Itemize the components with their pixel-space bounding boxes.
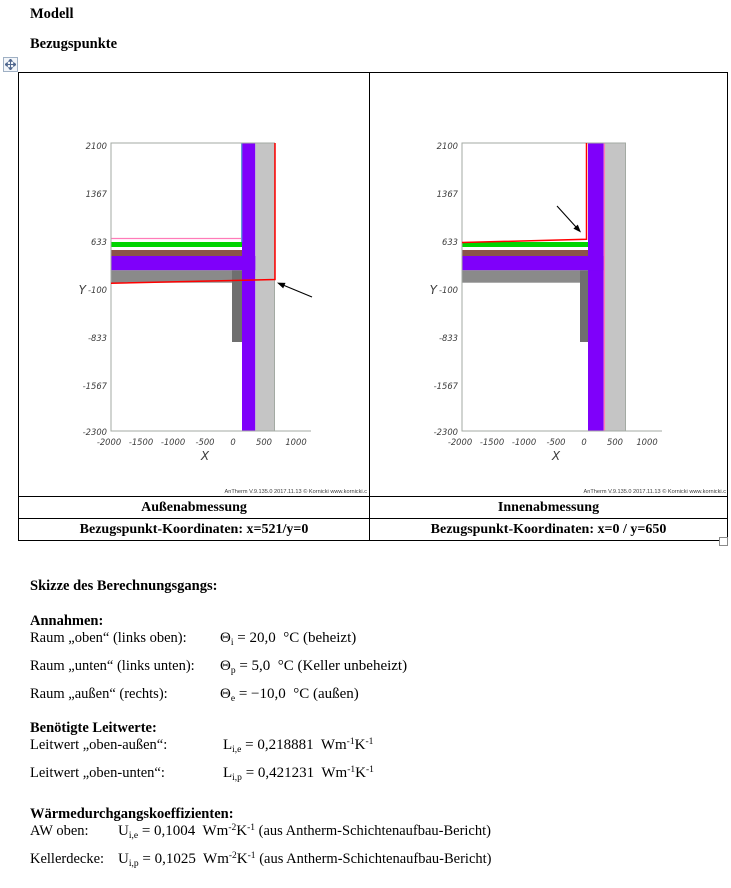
u-value-formula: Ui,e = 0,1004 $Wm^{-2}K^{-1}$ (aus Antherm-Schichtenaufbau-Bericht) xyxy=(118,823,491,841)
leitwert-row xyxy=(30,765,165,782)
y-tick: -1567 xyxy=(82,381,107,391)
x-tick: 500 xyxy=(607,437,623,447)
y-tick: 1367 xyxy=(436,189,458,199)
assumption-row xyxy=(30,686,168,703)
leitwert-formula: Li,e = 0,218881 $Wm^{-1}K^{-1}$ xyxy=(223,737,374,755)
x-tick: -500 xyxy=(195,437,215,447)
theta-symbol: Θ xyxy=(220,658,231,674)
reference-arrow xyxy=(283,285,312,297)
y-axis-label: Y xyxy=(429,283,437,297)
section-title: Bezugspunkte xyxy=(30,36,118,52)
left-reference-coordinates: Bezugspunkt-Koordinaten: x=521/y=0 xyxy=(19,519,370,541)
assumption-row xyxy=(30,658,195,675)
outer-dimension-diagram-cell xyxy=(19,73,370,497)
left-diagram xyxy=(19,73,368,496)
assumption-formula: Θp = 5,0 °C (Keller unbeheizt) xyxy=(220,658,408,676)
move-arrows-icon xyxy=(5,59,16,70)
y-tick: -100 xyxy=(87,285,107,295)
x-tick: -500 xyxy=(546,437,566,447)
antherm-credit: AnTherm V.9.135.0 2017.11.13 © Kornicki www.kornicki.c xyxy=(224,489,367,495)
assumption-label: Raum „unten“ (links unten): xyxy=(30,658,195,674)
u-value-label: AW oben: xyxy=(30,823,89,839)
right-diagram-caption: Innenabmessung xyxy=(370,497,728,519)
antherm-credit: AnTherm V.9.135.0 2017.11.13 © Kornicki www.kornicki.c xyxy=(583,489,726,495)
y-tick: -2300 xyxy=(82,427,107,437)
floor-insulation-layer xyxy=(112,256,256,270)
reference-points-table xyxy=(18,72,728,541)
x-tick: 1000 xyxy=(636,437,658,447)
y-tick: -2300 xyxy=(433,427,458,437)
table-resize-handle[interactable] xyxy=(719,537,728,546)
assumption-formula: Θi = 20,0 °C (beheizt) xyxy=(220,630,357,648)
x-tick: -2000 xyxy=(96,437,122,447)
y-tick: -833 xyxy=(438,333,458,343)
assumption-label: Raum „außen“ (rechts): xyxy=(30,686,168,702)
leitwert-label: Leitwert „oben-unten“: xyxy=(30,765,165,781)
floor-screed-layer xyxy=(112,250,243,256)
y-tick: 2100 xyxy=(85,141,107,151)
y-tick: 633 xyxy=(91,237,107,247)
y-tick: -833 xyxy=(87,333,107,343)
u-value-row xyxy=(30,823,89,840)
right-diagram xyxy=(370,73,727,496)
L-symbol: L xyxy=(223,737,233,753)
page-title: Modell xyxy=(30,6,74,22)
assumption-label: Raum „oben“ (links oben): xyxy=(30,630,187,646)
wall-masonry-layer xyxy=(605,144,625,431)
u-values-heading: Wärmedurchgangskoeffizienten: xyxy=(30,806,234,822)
leitwert-label: Leitwert „oben-außen“: xyxy=(30,737,168,753)
theta-symbol: Θ xyxy=(220,630,231,646)
right-reference-coordinates: Bezugspunkt-Koordinaten: x=0 / y=650 xyxy=(370,519,728,541)
x-tick: -1500 xyxy=(128,437,154,447)
assumption-row xyxy=(30,630,187,647)
reference-arrowhead xyxy=(277,283,286,289)
y-axis-label: Y xyxy=(78,283,86,297)
x-tick: 1000 xyxy=(285,437,307,447)
x-tick: 500 xyxy=(256,437,272,447)
u-value-row xyxy=(30,851,104,868)
wall-insulation-layer xyxy=(588,144,604,431)
u-value-formula: Ui,p = 0,1025 $Wm^{-2}K^{-1}$ (aus Antherm-Schichtenaufbau-Bericht) xyxy=(118,851,492,869)
floor-surface-layer xyxy=(112,242,243,247)
x-axis-label: X xyxy=(551,449,561,463)
L-symbol: L xyxy=(223,765,233,781)
floor-slab-layer xyxy=(463,270,581,282)
leitwerte-heading: Benötigte Leitwerte: xyxy=(30,720,157,736)
floor-screed-layer xyxy=(463,250,589,256)
wall-insulation-layer xyxy=(242,144,255,431)
y-tick: 633 xyxy=(442,237,458,247)
assumption-formula: Θe = −10,0 °C (außen) xyxy=(220,686,359,704)
x-tick: -2000 xyxy=(447,437,473,447)
calc-sketch-heading: Skizze des Berechnungsgangs: xyxy=(30,578,218,594)
x-tick: 0 xyxy=(581,437,587,447)
table-move-handle-icon[interactable] xyxy=(3,57,18,72)
x-tick: -1000 xyxy=(511,437,537,447)
leitwert-formula: Li,p = 0,421231 $Wm^{-1}K^{-1}$ xyxy=(223,765,374,783)
x-tick: -1500 xyxy=(479,437,505,447)
inner-dimension-diagram-cell xyxy=(370,73,728,497)
y-tick: 2100 xyxy=(436,141,458,151)
u-value-label: Kellerdecke: xyxy=(30,851,105,867)
x-tick: -1000 xyxy=(160,437,186,447)
x-axis-label: X xyxy=(200,449,210,463)
U-symbol: U xyxy=(118,851,129,867)
left-diagram-caption: Außenabmessung xyxy=(19,497,370,519)
y-tick: 1367 xyxy=(85,189,107,199)
x-tick: 0 xyxy=(230,437,236,447)
floor-insulation-layer xyxy=(463,256,604,270)
assumptions-heading: Annahmen: xyxy=(30,613,104,629)
wall-masonry-layer xyxy=(255,144,274,431)
basement-wall-stub xyxy=(580,270,588,342)
U-symbol: U xyxy=(118,823,129,839)
theta-symbol: Θ xyxy=(220,686,231,702)
leitwert-row xyxy=(30,737,167,754)
y-tick: -100 xyxy=(438,285,458,295)
y-tick: -1567 xyxy=(433,381,458,391)
